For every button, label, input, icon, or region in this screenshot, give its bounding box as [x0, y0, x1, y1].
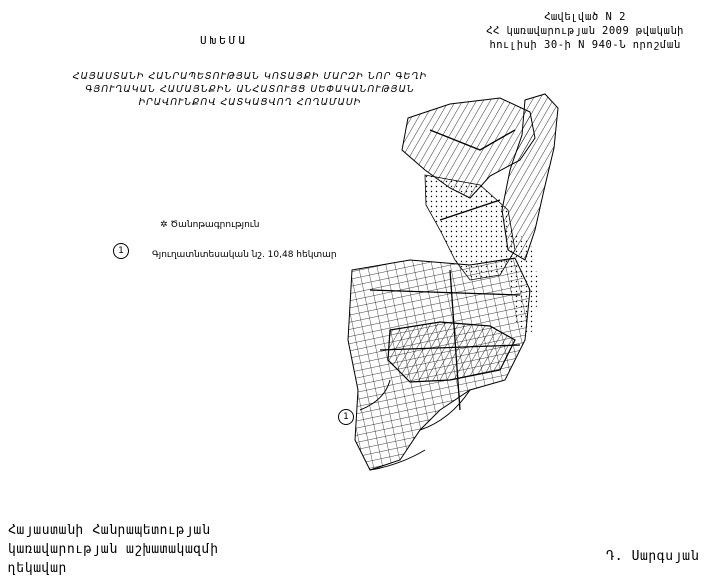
legend-marker: 1	[113, 243, 129, 259]
heading-line-2: ԳՅՈՒՂԱԿԱՆ ՀԱՄԱՅՆՔԻՆ ԱՆՀԱՏՈՒՅՑ ՍԵՓԱԿԱՆՈՒԹՅԱՆ	[85, 84, 415, 95]
annex-government: ՀՀ կառավարության 2009 թվականի	[486, 25, 684, 37]
annex-decision: հուլիսի 30-ի N 940-Ն որոշման	[489, 39, 681, 51]
heading-line-3: ԻՐԱՎՈՒՆՔՈՎ ՀԱՏԿԱՑՎՈՂ ՀՈՂԱՄԱՍԻ	[138, 97, 362, 108]
signatory-line-3: ղեկավար	[8, 561, 67, 576]
signatory-line-1: Հայաստանի Հանրապետության	[8, 523, 211, 538]
annex-reference	[465, 10, 705, 52]
map-plot-marker: 1	[338, 409, 354, 425]
signatory-name: Դ. Սարգսյան	[606, 549, 699, 564]
heading-line-1: ՀԱՅԱՍՏԱՆԻ ՀԱՆՐԱՊԵՏՈՒԹՅԱՆ ԿՈՏԱՅՔԻ ՄԱՐԶԻ ՆՈՐ ԳԵՂԻ	[72, 71, 428, 82]
legend-title: ✲ Ծանոթագրություն	[160, 220, 260, 230]
signatory-title	[8, 521, 219, 578]
annex-number: Հավելված N 2	[544, 11, 626, 23]
scheme-title: ՍԽԵՄԱ	[200, 34, 249, 47]
land-plot-map	[330, 90, 710, 490]
signatory-line-2: կառավարության աշխատակազմի	[8, 542, 219, 557]
legend-item: Գյուղատնտեսական նշ. 10,48 հեկտար	[152, 250, 337, 260]
